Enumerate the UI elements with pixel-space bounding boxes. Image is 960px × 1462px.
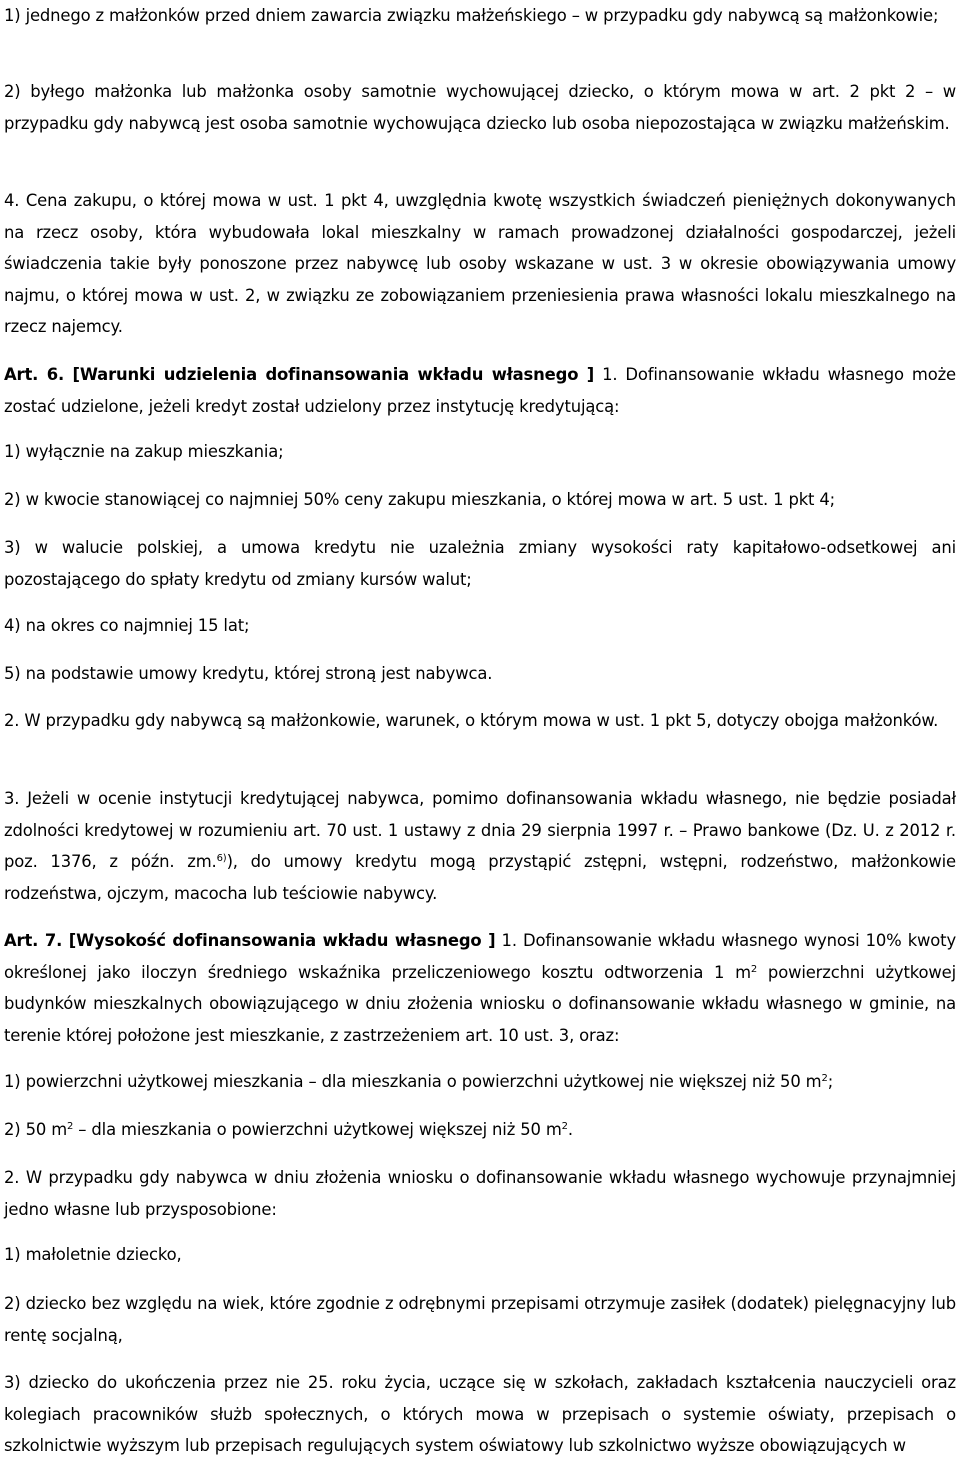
paragraph-text: 1. Dofinansowanie wkładu własnego wynosi 10% kwoty określonej jako iloczyn średniego wskaźnika przeliczeniowego kosztu odtworzenia 1 m (4, 931, 956, 982)
paragraph-art7-ust-2 (4, 1162, 956, 1225)
paragraph-text: 2) 50 m (4, 1120, 68, 1139)
paragraph-2 (4, 76, 956, 139)
paragraph-text: 3. Jeżeli w ocenie instytucji kredytującej nabywca, pomimo dofinansowania wkładu własnego, nie będzie posiadał zdolności kredytowej w rozumieniu art. 70 ust. 1 ustawy z dnia 29 sierpnia 1997 r. – Prawo bankowe (Dz. U. z 2012 r. poz. 1376, z późn. zm. (4, 789, 956, 871)
paragraph-text: 2. W przypadku gdy nabywcą są małżonkowie, warunek, o którym mowa w ust. 1 pkt 5, dotyczy obojga małżonków. (4, 711, 939, 730)
paragraph-text: powierzchni użytkowej budynków mieszkalnych obowiązującego w dniu złożenia wniosku o dofinansowanie wkładu własnego w gminie, na terenie której położone jest mieszkanie, z zastrzeżeniem art. 10 ust. 3, oraz: (4, 962, 956, 1045)
paragraph-text: 3) dziecko do ukończenia przez nie 25. roku życia, uczące się w szkołach, zakładach kształcenia nauczycieli oraz kolegiach pracowników służb społecznych, o których mowa w przepisach o systemie oświaty, przepisach o szkolnictwie wyższym lub przepisach regulujących system oświatowy lub szkolnictwo wyższe obowiązujących w (4, 1373, 956, 1455)
superscript: 2 (67, 1121, 74, 1132)
footnote-ref: 6) (216, 853, 227, 864)
superscript: 2 (561, 1121, 568, 1132)
paragraph-text: 2) w kwocie stanowiącej co najmniej 50% ceny zakupu mieszkania, o której mowa w art. 5 ust. 1 pkt 4; (4, 490, 836, 509)
paragraph-point-3 (4, 532, 956, 595)
paragraph-text: ), do umowy kredytu mogą przystąpić zstępni, wstępni, rodzeństwo, małżonkowie rodzeństwa, ojczym, macocha lub teściowie nabywcy. (4, 852, 956, 903)
paragraph-point-1 (4, 436, 956, 468)
paragraph-text: 1. Dofinansowanie wkładu własnego może zostać udzielone, jeżeli kredyt został udzielony przez instytucję kredytującą: (4, 365, 956, 416)
article-6 (4, 359, 956, 422)
superscript: 2 (821, 1073, 828, 1084)
article-7 (4, 925, 956, 1051)
paragraph-child-3 (4, 1367, 956, 1462)
paragraph-text: 1) jednego z małżonków przed dniem zawarcia związku małżeńskiego – w przypadku gdy nabywcą są małżonkowie; (4, 6, 939, 25)
paragraph-text: ; (827, 1072, 834, 1091)
paragraph-text: . (567, 1120, 573, 1139)
paragraph-text: 3) w walucie polskiej, a umowa kredytu nie uzależnia zmiany wysokości raty kapitałowo-odsetkowej ani pozostającego do spłaty kredytu od zmiany kursów walut; (4, 538, 956, 589)
paragraph-child-1 (4, 1239, 956, 1271)
paragraph-point-4 (4, 610, 956, 642)
paragraph-text: 4) na okres co najmniej 15 lat; (4, 616, 250, 635)
paragraph-text: 2) dziecko bez względu na wiek, które zgodnie z odrębnymi przepisami otrzymuje zasiłek (dodatek) pielęgnacyjny lub rentę socjalną, (4, 1294, 956, 1345)
paragraph-text: 1) wyłącznie na zakup mieszkania; (4, 442, 284, 461)
paragraph-area-1 (4, 1066, 956, 1098)
article-heading: Art. 6. [Warunki udzielenia dofinansowania wkładu własnego ] (4, 365, 595, 384)
paragraph-text: 5) na podstawie umowy kredytu, której stroną jest nabywca. (4, 664, 493, 683)
paragraph-text: 2) byłego małżonka lub małżonka osoby samotnie wychowującej dziecko, o którym mowa w art. 2 pkt 2 – w przypadku gdy nabywcą jest osoba samotnie wychowująca dziecko lub osoba niepozostająca w związku małżeńskim. (4, 82, 956, 133)
paragraph-child-2 (4, 1288, 956, 1351)
paragraph-ust-3 (4, 783, 956, 909)
paragraph-text: 1) powierzchni użytkowej mieszkania – dla mieszkania o powierzchni użytkowej nie większej niż 50 m (4, 1072, 822, 1091)
paragraph-1 (4, 0, 956, 32)
paragraph-text: – dla mieszkania o powierzchni użytkowej większej niż 50 m (73, 1120, 562, 1139)
article-heading: Art. 7. [Wysokość dofinansowania wkładu własnego ] (4, 931, 496, 950)
superscript: 2 (750, 963, 758, 975)
paragraph-point-5 (4, 658, 956, 690)
paragraph-text: 1) małoletnie dziecko, (4, 1245, 182, 1264)
paragraph-text: 2. W przypadku gdy nabywca w dniu złożenia wniosku o dofinansowanie wkładu własnego wychowuje przynajmniej jedno własne lub przysposobione: (4, 1168, 956, 1219)
paragraph-area-2 (4, 1114, 956, 1146)
paragraph-ust-2 (4, 705, 956, 737)
paragraph-text: 4. Cena zakupu, o której mowa w ust. 1 pkt 4, uwzględnia kwotę wszystkich świadczeń pieniężnych dokonywanych na rzecz osoby, która wybudowała lokal mieszkalny w ramach prowadzonej działalności gospodarczej, jeżeli świadczenia takie były ponoszone przez nabywcę lub osoby wskazane w ust. 3 w okresie obowiązywania umowy najmu, o której mowa w ust. 2, w związku ze zobowiązaniem przeniesienia prawa własności lokalu mieszkalnego na rzecz najemcy. (4, 191, 956, 336)
paragraph-ust-4 (4, 185, 956, 343)
paragraph-point-2 (4, 484, 956, 516)
